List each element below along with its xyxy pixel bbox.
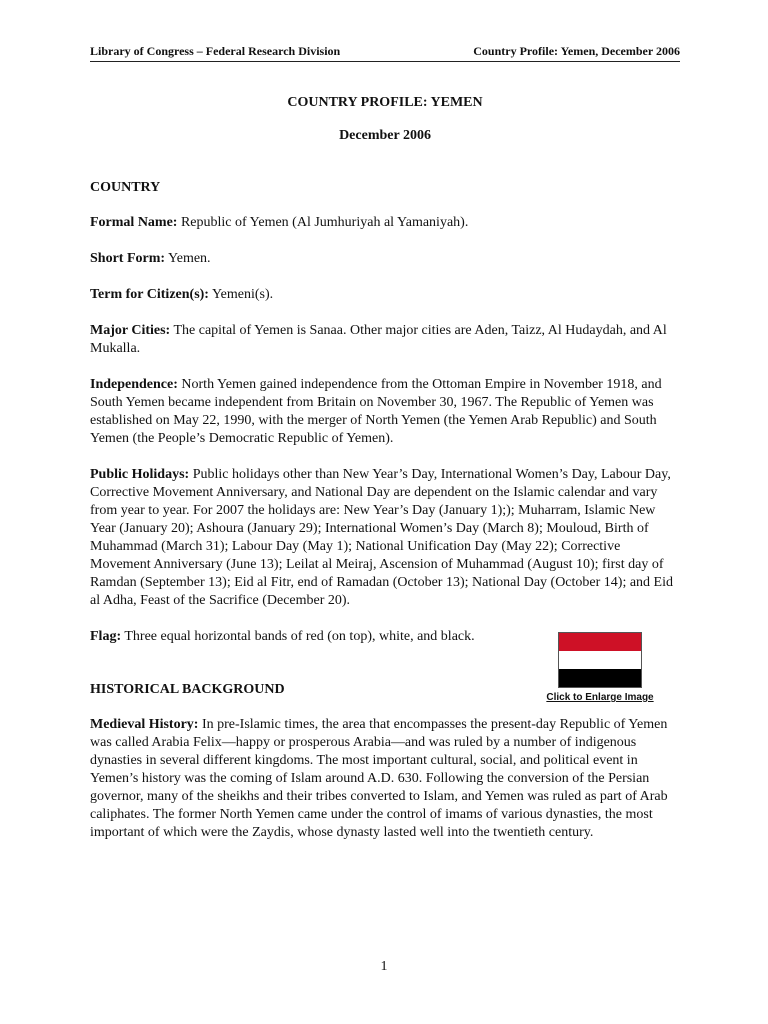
entry-label: Medieval History: xyxy=(90,717,199,732)
flag-band-white xyxy=(559,651,641,669)
entry-label: Short Form: xyxy=(90,251,166,266)
flag-band-red xyxy=(559,633,641,651)
yemen-flag-image[interactable] xyxy=(558,632,642,688)
entry-text: In pre-Islamic times, the area that encompasses the present-day Republic of Yemen was called Arabia Felix—happy or prosperous Arabia—and was ruled by a number of indigenous dynasties in several different kingdoms. The most important cultural, social, and political event in Yemen’s history was the coming of Islam around A.D. 630. Following the conversion of the Persian governor, many of the sheikhs and their tribes converted to Islam, and Yemen was ruled as part of Arab caliphates. The former North Yemen came under the control of imams of various dynasties, the most important of which were the Zaydis, whose dynasty lasted well into the twentieth century. xyxy=(90,717,668,840)
entry-text: Yemeni(s). xyxy=(208,287,274,302)
entry-medieval-history xyxy=(90,716,680,842)
flag-band-black xyxy=(559,669,641,687)
entry-text: Public holidays other than New Year’s Day, International Women’s Day, Labour Day, Corrective Movement Anniversary, and National Day are dependent on the Islamic calendar and vary from year to year. For 2007 the holidays are: New Year’s Day (January 1);); Muharram, Islamic New Year (January 20); Ashoura (January 29); International Women’s Day (March 8); Mouloud, Birth of Muhammad (March 31); Labour Day (May 1); National Unification Day (May 22); Corrective Movement Anniversary (June 13); Leilat al Meiraj, Ascension of Muhammad (August 10); first day of Ramdan (September 13); Eid al Fitr, end of Ramadan (October 13); National Day (October 14); and Eid al Adha, Feast of the Sacrifice (December 20). xyxy=(90,467,673,608)
entry-label: Term for Citizen(s): xyxy=(90,287,209,302)
entry-text: The capital of Yemen is Sanaa. Other major cities are Aden, Taizz, Al Hudaydah, and Al Mukalla. xyxy=(90,323,667,356)
entry-text: Three equal horizontal bands of red (on top), white, and black. xyxy=(121,629,475,644)
entry-formal-name xyxy=(90,214,680,232)
entry-label: Formal Name: xyxy=(90,215,178,230)
document-date: December 2006 xyxy=(339,128,431,143)
entry-major-cities xyxy=(90,322,680,358)
entry-short-form xyxy=(90,250,680,268)
entry-label: Flag: xyxy=(90,629,122,644)
entry-text: Yemen. xyxy=(165,251,211,266)
enlarge-image-link[interactable]: Click to Enlarge Image xyxy=(546,692,654,703)
entry-citizen-term xyxy=(90,286,680,304)
page-number: 1 xyxy=(380,959,388,974)
section-heading-historical-background: HISTORICAL BACKGROUND xyxy=(90,682,285,697)
header-left: Library of Congress – Federal Research Division xyxy=(90,44,341,58)
entry-text: Republic of Yemen (Al Jumhuriyah al Yamaniyah). xyxy=(177,215,469,230)
entry-label: Independence: xyxy=(90,377,178,392)
entry-text: North Yemen gained independence from the Ottoman Empire in November 1918, and South Yemen became independent from Britain on November 30, 1967. The Republic of Yemen was established on May 22, 1990, with the merger of North Yemen (the Yemen Arab Republic) and South Yemen (the People’s Democratic Republic of Yemen). xyxy=(90,377,662,446)
flag-figure xyxy=(540,632,660,703)
header-right: Country Profile: Yemen, December 2006 xyxy=(473,44,680,58)
section-heading-country: COUNTRY xyxy=(90,180,161,195)
entry-label: Public Holidays: xyxy=(90,467,190,482)
entry-label: Major Cities: xyxy=(90,323,171,338)
entry-independence xyxy=(90,376,680,448)
document-page xyxy=(90,44,680,842)
running-header xyxy=(90,44,680,62)
entry-flag xyxy=(90,628,530,646)
entry-public-holidays xyxy=(90,466,680,610)
document-title: COUNTRY PROFILE: YEMEN xyxy=(287,95,483,110)
